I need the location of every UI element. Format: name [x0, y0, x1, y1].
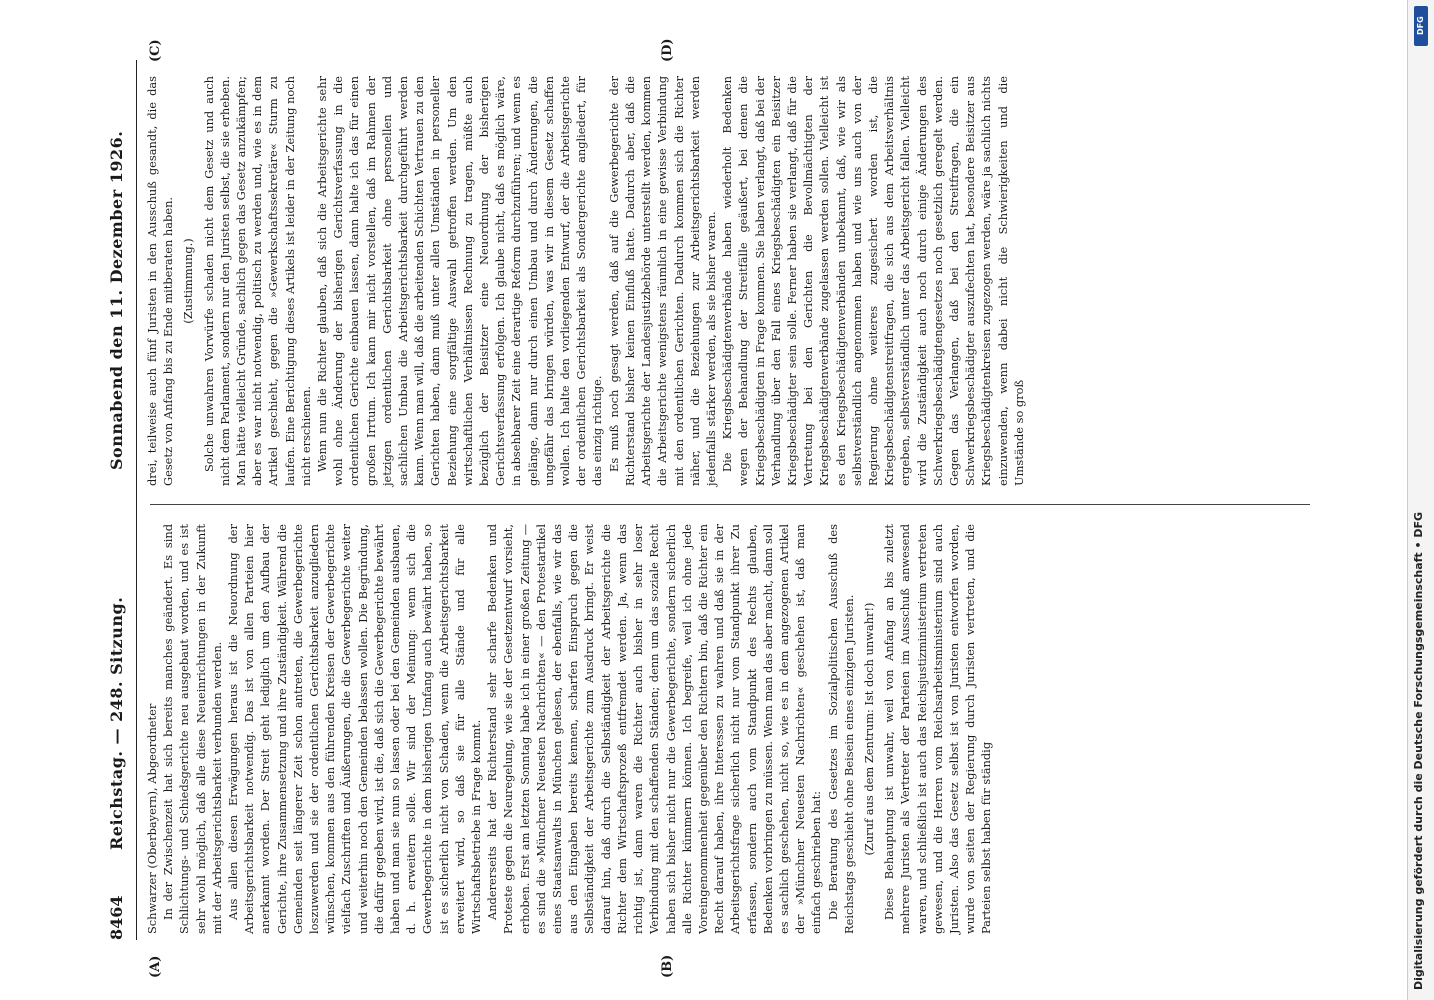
left-column [144, 524, 995, 934]
margin-mark-b: (B) [660, 954, 675, 978]
paragraph: Solche unwahren Vorwürfe schaden nicht dem Gesetz und auch nicht dem Parlament, sondern nur den Juristen selbst, die sie erheben. Man hätte vielleicht Gründe, sachlich gegen das Gesetz anzukämpfen; aber es war nicht notwendig, politisch zu werden und, wie es in dem Artikel geschieht, gegen die »Gewerkschaftssekretäre« Sturm zu laufen. Eine Berichtigung dieses Artikels ist leider in der Zeitung noch nicht erschienen. [201, 76, 313, 486]
paragraph: Es muß noch gesagt werden, daß auf die Gewerbegerichte der Richterstand bisher keinen Einfluß hatte. Dadurch aber, daß die Arbeitsgerichte der Landesjustizbehörde unterstellt werden, kommen die Arbeitsgerichte wenigstens räumlich in eine gewisse Verbindung mit den ordentlichen Gerichten. Dadurch kommen sich die Richter näher, und die Beziehungen zur Arbeitsgerichtsbarkeit werden jedenfalls stärker werden, als sie bisher waren. [606, 76, 718, 486]
paragraph: Aus allen diesen Erwägungen heraus ist die Neuordnung der Arbeitsgerichtsbarkeit notwendig. Das ist von allen Parteien hier anerkannt worden. Der Streit geht lediglich um den Aufbau der Gerichte, ihre Zusammensetzung und ihre Zuständigkeit. Während die Gemeinden seit längerer Zeit schon antreten, die Gewerbegerichte loszuwerden und sie der ordentlichen Gerichtsbarkeit anzugliedern wünschen, kommen aus den führenden Kreisen der Gewerbegerichte vielfach Zuschriften und Äußerungen, die die Gewerbegerichte weiter und weiterhin noch den Gemeinden belassen wollen. Die Begründung, die dafür gegeben wird, ist die, daß sich die Gewerbegerichte bewährt haben und man sie nun so lassen oder bei den Gemeinden ausbauen, d. h. erweitern solle. Wir sind der Meinung: wenn sich die Gewerbegerichte in dem bisherigen Umfang auch bewährt haben, so ist es sicherlich nicht von Schaden, wenn die Arbeitsgerichtsbarkeit erweitert wird, so daß sie für alle Stände und für alle Wirtschaftsbetriebe in Frage kommt. [226, 524, 484, 934]
right-column [144, 76, 1027, 486]
session-title: Reichstag. — 248. Sitzung. [107, 596, 126, 850]
paragraph: In der Zwischenzeit hat sich bereits manches geändert. Es sind Schlichtungs- und Schiedsgerichte neu ausgebaut worden, und es ist sehr wohl möglich, daß alle diese Neueinrichtungen in der Zukunft mit der Arbeitsgerichtsbarkeit verbunden werden. [161, 524, 224, 934]
quotation: Die Beratung des Gesetzes im Sozialpolitischen Ausschuß des Reichstags geschieht ohne Beisein eines einzigen Juristen. [825, 524, 856, 934]
paragraph: drei, teilweise auch fünf Juristen in den Ausschuß gesandt, die das Gesetz von Anfang bis zu Ende mitberaten haben. [145, 76, 176, 486]
paragraph: Die Kriegsbeschädigtenverbände haben wiederholt Bedenken wegen der Behandlung der Streitfälle geäußert, bei denen die Kriegsbeschädigten in Frage kommen. Sie haben verlangt, daß bei der Verhandlung über den Fall eines Kriegsbeschädigten ein Beisitzer Kriegsbeschädigter sein solle. Ferner haben sie verlangt, daß für die Vertretung bei den Gerichten die Bevollmächtigten der Kriegsbeschädigtenverbände zugelassen werden sollen. Vielleicht ist es den Kriegsbeschädigtenverbänden unbekannt, daß, wie wir als selbstverständlich angenommen haben und wie uns auch von der Regierung ohne weiteres zugesichert worden ist, die Kriegsbeschädigtenstreitfragen, die sich aus dem Arbeitsverhältnis ergeben, selbstverständlich unter das Arbeitsgericht fallen. Vielleicht wird die Zuständigkeit auch noch durch einige Änderungen des Schwerkriegsbeschädigtengesetzes noch gesetzlich geregelt werden. Gegen das Verlangen, daß bei den Streitfragen, die ein Schwerkriegsbeschädigter auszufechten hat, besondere Beisitzer aus Kriegsbeschädigtenkreisen zugezogen werden, wäre ja sachlich nichts einzuwenden, wenn dabei nicht die Schwierigkeiten und die Umstände so groß [720, 76, 1026, 486]
column-divider [150, 504, 1310, 505]
speaker-tag: Schwarzer (Oberbayern), Abgeordneter [145, 703, 159, 934]
page-number: 8464 [107, 895, 126, 940]
paragraph: Andererseits hat der Richterstand sehr scharfe Bedenken und Proteste gegen die Neuregelung, wie sie der Gesetzentwurf vorsieht, erhoben. Erst am letzten Sonntag habe ich in einer großen Zeitung — es sind die »Münchner Neuesten Nachrichten« — den Protestartikel eines Staatsanwalts in München gelesen, der ebenfalls, wie wir das aus den Eingaben bereits kennen, scharfen Einspruch gegen die Selbständigkeit der Arbeitsgerichte zum Ausdruck bringt. Er weist darauf hin, daß durch die Selbständigkeit der Arbeitsgerichte die Richter dem Wirtschaftsprozeß entfremdet werden. Ja, wenn das richtig ist, dann waren die Richter auch bisher in sehr loser Verbindung mit den schaffenden Ständen; denn um das soziale Recht haben sich bisher nicht nur die Gewerbegerichte, sondern sicherlich alle Richter kümmern können. Ich begreife, weil ich ohne jede Voreingenommenheit gegenüber den Richtern bin, daß die Richter ein Recht darauf haben, ihre Interessen zu wahren und daß sie in der Arbeitsgerichtsfrage sicherlich nicht nur vom Standpunkt ihrer Zu erfassen, sondern auch vom Standpunkt des Rechts glauben, Bedenken vorbringen zu müssen. Wenn man das aber macht, dann soll es sachlich geschehen, nicht so, wie es in dem angezogenen Artikel der »Münchner Neuesten Nachrichten« geschehen ist, daß man einfach geschrieben hat: [485, 524, 824, 934]
paragraph: Diese Behauptung ist unwahr, weil von Anfang an bis zuletzt mehrere Juristen als Vertreter der Parteien im Ausschuß anwesend waren, und schließlich ist auch das Reichsjustizministerium vertreten gewesen, und die Herren vom Reichsarbeitsministerium sind auch Juristen. Also das Gesetz selbst ist von Juristen entworfen worden, wurde von seiten der Regierung durch Juristen vertreten, und die Parteien selbst haben für ständig [882, 524, 994, 934]
dfg-logo-icon: DFG [1414, 6, 1428, 46]
page-header [100, 60, 134, 940]
funding-notice: Digitalisierung gefördert durch die Deutsche Forschungsgemeinschaft • DFG [1412, 511, 1425, 990]
paragraph: Wenn nun die Richter glauben, daß sich die Arbeitsgerichte sehr wohl ohne Änderung der bisherigen Gerichtsverfassung in die ordentlichen Gerichte einbauen lassen, dann halte ich das für einen großen Irrtum. Ich kann mir nicht vorstellen, daß im Rahmen der jetzigen ordentlichen Gerichtsbarkeit ohne personellen und sachlichen Umbau die Arbeitsgerichtsbarkeit durchgeführt werden kann. Wenn man will, daß die arbeitenden Schichten Vertrauen zu den Gerichten haben, dann muß unter allen Umständen in personeller Beziehung eine sorgfältige Auswahl getroffen werden. Um den wirtschaftlichen Verhältnissen Rechnung zu tragen, müßte auch bezüglich der Beisitzer eine Neuordnung der bisherigen Gerichtsverfassung erfolgen. Ich glaube nicht, daß es möglich wäre, in absehbarer Zeit eine derartige Reform durchzuführen; und wenn es gelänge, dann nur durch einen Umbau und durch Änderungen, die ungefähr das bringen würden, was wir in diesem Gesetz schaffen wollen. Ich halte den vorliegenden Entwurf, der die Arbeitsgerichte der ordentlichen Gerichtsbarkeit als Sondergerichte angliedert, für das einzig richtige. [315, 76, 605, 486]
rotated-page [100, 38, 1315, 978]
session-date: Sonnabend den 11. Dezember 1926. [107, 130, 126, 470]
interjection: (Zuruf aus dem Zentrum: Ist doch unwahr!) [861, 602, 876, 856]
margin-mark-a: (A) [148, 955, 163, 978]
margin-mark-d: (D) [660, 38, 675, 62]
margin-mark-c: (C) [148, 39, 163, 62]
interjection: (Zustimmung.) [181, 238, 196, 324]
digitization-sidebar [1407, 0, 1434, 1000]
header-rule [136, 60, 137, 940]
